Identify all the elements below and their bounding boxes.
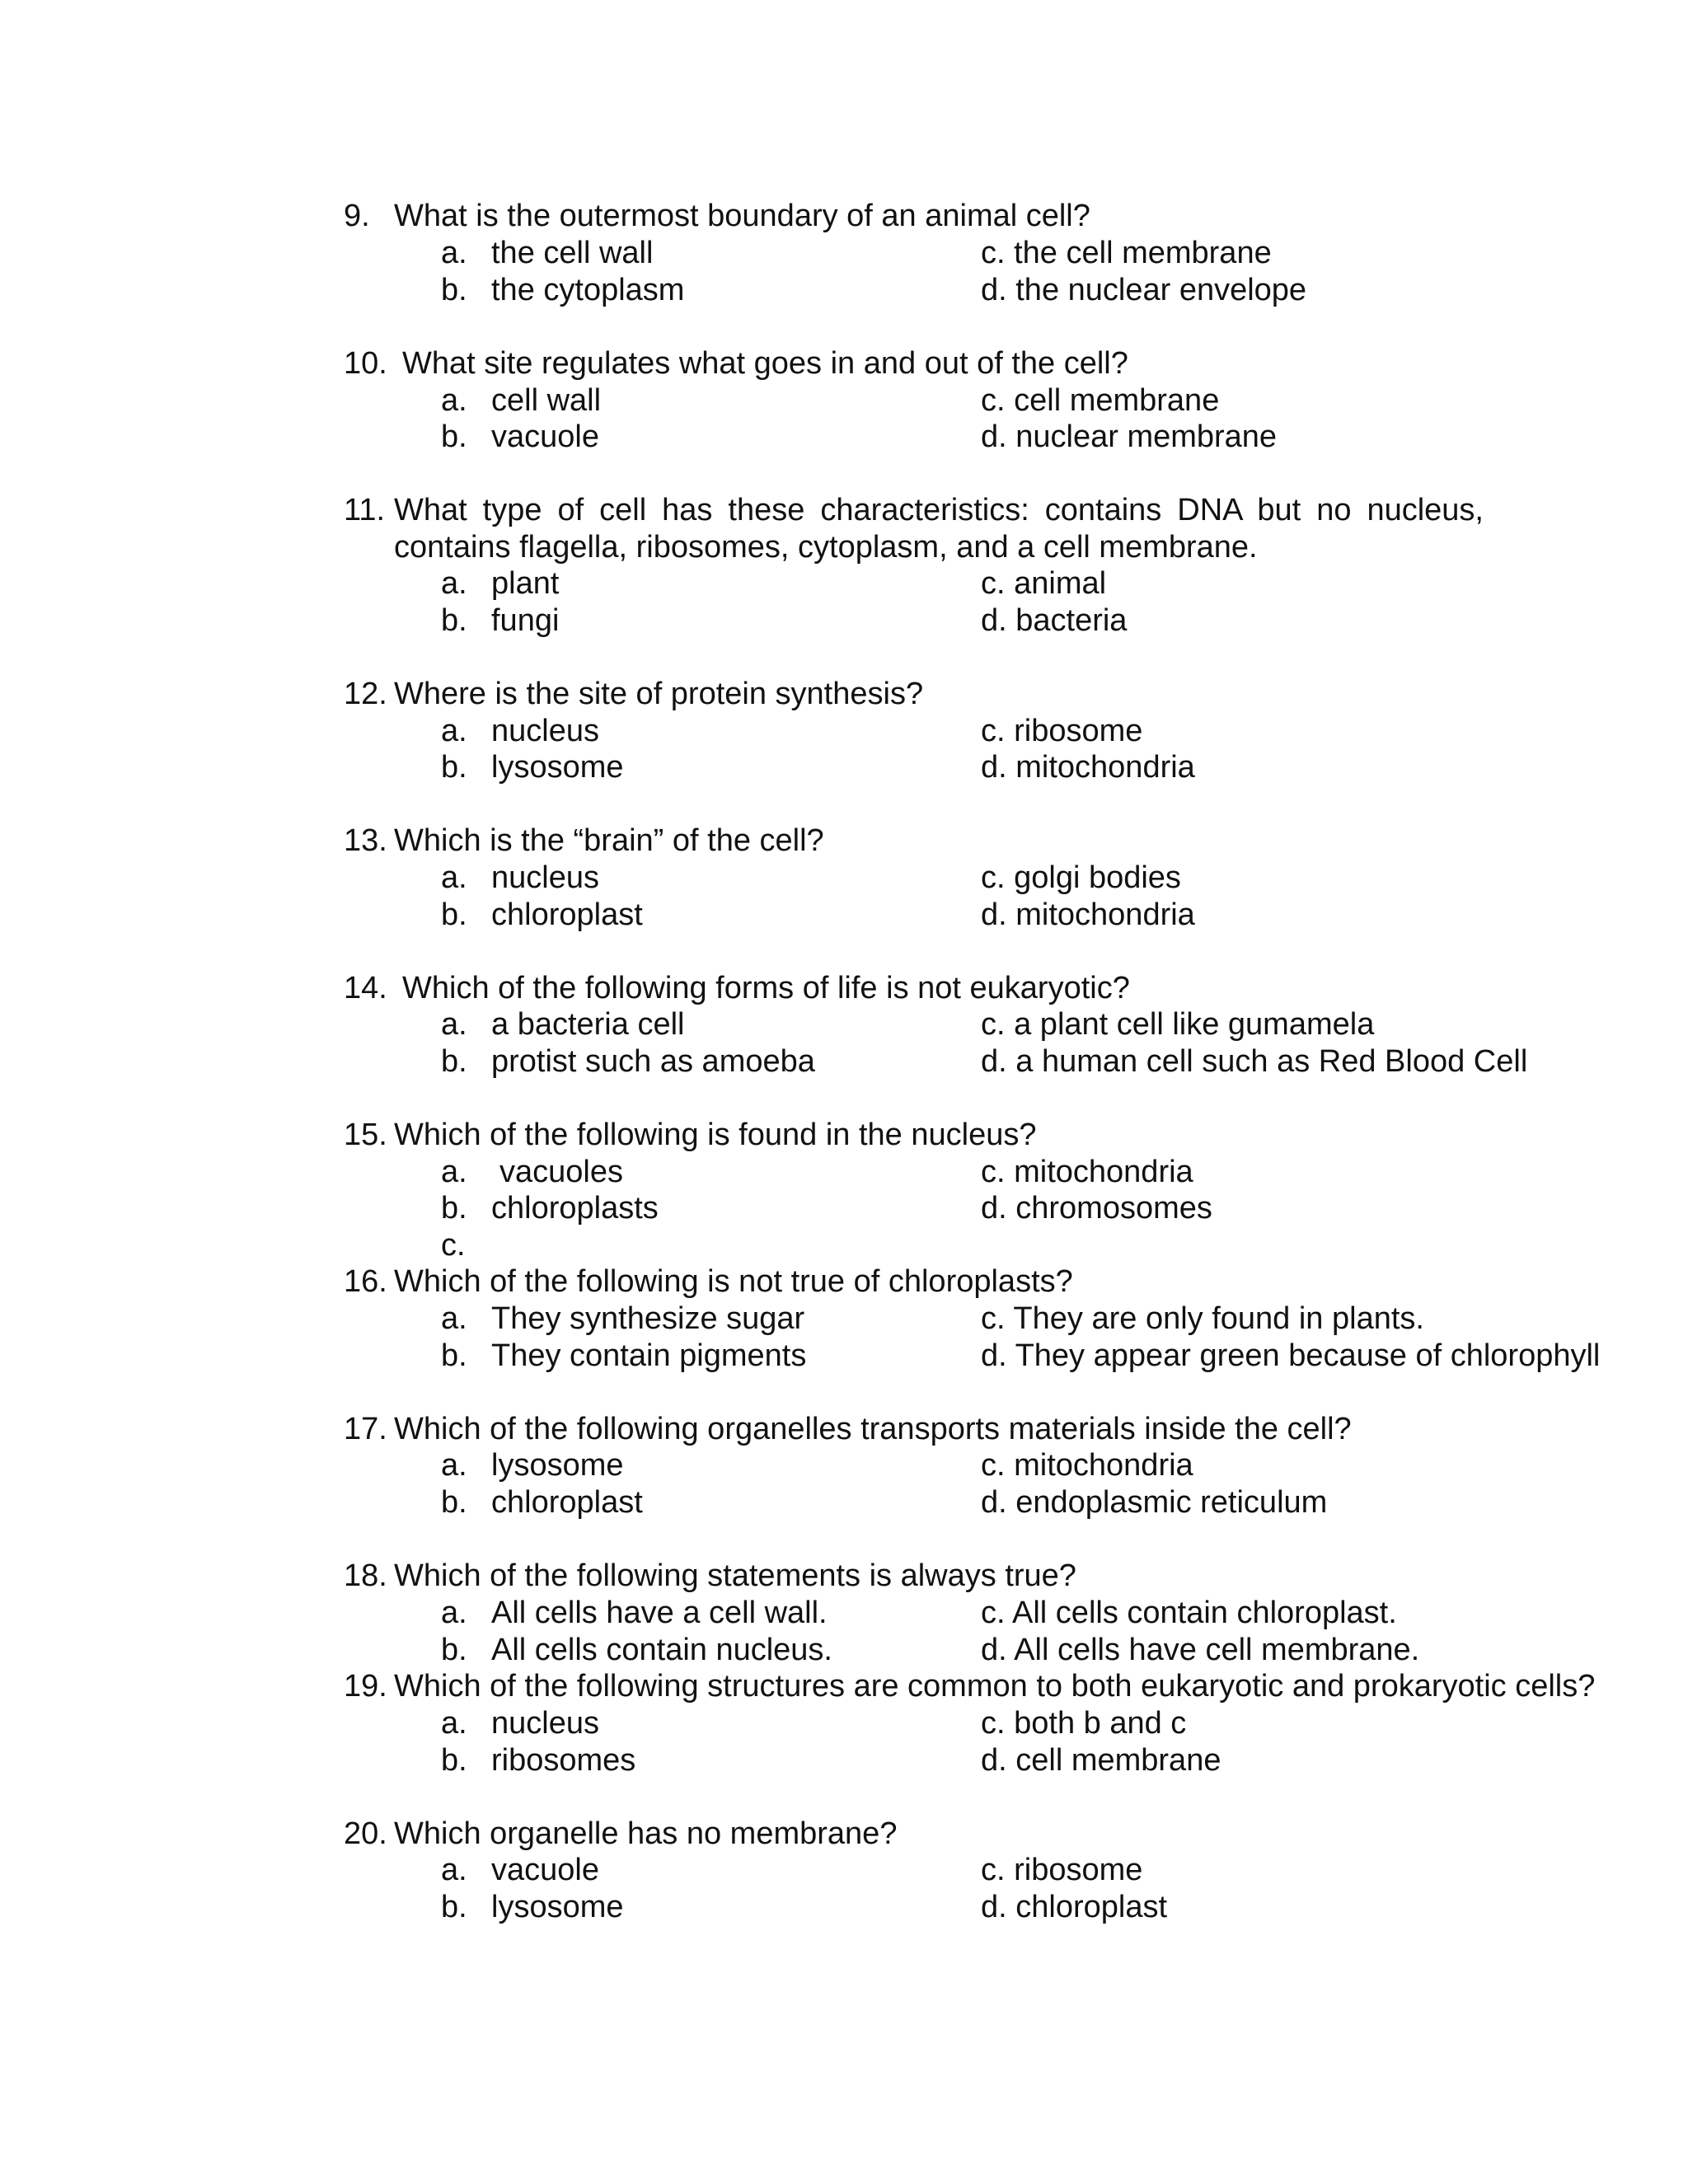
option-letter: b.: [441, 750, 467, 785]
option-b: vacuole: [491, 419, 599, 454]
option-letter: a.: [441, 236, 467, 270]
option-a: nucleus: [491, 714, 599, 748]
question-number: 15.: [344, 1118, 387, 1152]
option-letter: a.: [441, 1706, 467, 1741]
question-number: 11.: [344, 493, 386, 527]
option-letter: b.: [441, 1044, 467, 1079]
option-c: c. both b and c: [981, 1706, 1187, 1741]
option-a: vacuoles: [499, 1155, 623, 1189]
option-d: d. endoplasmic reticulum: [981, 1485, 1328, 1520]
option-letter: b.: [441, 1338, 467, 1373]
option-letter: a.: [441, 1596, 467, 1630]
option-b: chloroplast: [491, 1485, 643, 1520]
option-d: d. mitochondria: [981, 750, 1195, 785]
option-b: They contain pigments: [491, 1338, 807, 1373]
option-b: fungi: [491, 603, 560, 638]
option-c: c. ribosome: [981, 1853, 1143, 1887]
question-text: Which of the following is not true of chloroplasts?: [394, 1264, 1073, 1299]
option-letter: b.: [441, 1191, 467, 1226]
option-a: the cell wall: [491, 236, 654, 270]
option-d: d. All cells have cell membrane.: [981, 1633, 1420, 1667]
option-letter: a.: [441, 714, 467, 748]
question-number: 14.: [344, 971, 387, 1005]
option-d: d. the nuclear envelope: [981, 273, 1307, 307]
option-letter: b.: [441, 603, 467, 638]
question-text: What is the outermost boundary of an animal cell?: [394, 199, 1090, 233]
option-letter: a.: [441, 1155, 467, 1189]
option-letter: b.: [441, 273, 467, 307]
question-number: 18.: [344, 1558, 387, 1593]
option-letter: b.: [441, 1633, 467, 1667]
option-c: c. cell membrane: [981, 383, 1220, 418]
question-number: 9.: [344, 199, 370, 233]
option-letter: b.: [441, 1743, 467, 1778]
option-b: lysosome: [491, 1890, 624, 1924]
option-b: All cells contain nucleus.: [491, 1633, 832, 1667]
option-d: d. They appear green because of chlorophyll: [981, 1338, 1601, 1373]
question-text: What type of cell has these characteristics: contains DNA but no nucleus, contains flagella, ribosomes, cytoplasm, and a cell membrane.: [394, 493, 1484, 565]
option-letter: a.: [441, 860, 467, 895]
option-letter: a.: [441, 383, 467, 418]
option-c: c. All cells contain chloroplast.: [981, 1596, 1397, 1630]
question-text: Which of the following organelles transports materials inside the cell?: [394, 1412, 1352, 1446]
option-d: d. cell membrane: [981, 1743, 1221, 1778]
option-a: All cells have a cell wall.: [491, 1596, 828, 1630]
option-c: c. animal: [981, 566, 1107, 601]
option-c: c. They are only found in plants.: [981, 1301, 1424, 1336]
option-b: protist such as amoeba: [491, 1044, 815, 1079]
question-number: 19.: [344, 1669, 387, 1704]
question-text: What site regulates what goes in and out of the cell?: [402, 346, 1128, 381]
option-a: lysosome: [491, 1448, 624, 1483]
option-a: plant: [491, 566, 560, 601]
option-letter: b.: [441, 1890, 467, 1924]
question-number: 20.: [344, 1816, 387, 1851]
question-number: 17.: [344, 1412, 387, 1446]
option-b: chloroplast: [491, 898, 643, 932]
option-a: nucleus: [491, 860, 599, 895]
question-number: 12.: [344, 677, 387, 711]
question-number: 16.: [344, 1264, 387, 1299]
question-number: 10.: [344, 346, 387, 381]
option-a: They synthesize sugar: [491, 1301, 805, 1336]
option-letter: b.: [441, 898, 467, 932]
question-text: Which of the following is found in the nucleus?: [394, 1118, 1037, 1152]
option-letter: c.: [441, 1228, 466, 1263]
option-a: vacuole: [491, 1853, 599, 1887]
option-d: d. chloroplast: [981, 1890, 1168, 1924]
question-text: Which of the following forms of life is not eukaryotic?: [402, 971, 1130, 1005]
option-letter: b.: [441, 1485, 467, 1520]
option-letter: a.: [441, 1853, 467, 1887]
question-text: Which is the “brain” of the cell?: [394, 823, 824, 858]
option-b: the cytoplasm: [491, 273, 685, 307]
option-a: nucleus: [491, 1706, 599, 1741]
option-d: d. a human cell such as Red Blood Cell: [981, 1044, 1528, 1079]
option-letter: a.: [441, 1007, 467, 1042]
option-b: lysosome: [491, 750, 624, 785]
question-text: Which of the following statements is always true?: [394, 1558, 1076, 1593]
option-d: d. chromosomes: [981, 1191, 1212, 1226]
question-text: Which organelle has no membrane?: [394, 1816, 898, 1851]
option-c: c. the cell membrane: [981, 236, 1272, 270]
option-letter: a.: [441, 1448, 467, 1483]
option-b: chloroplasts: [491, 1191, 659, 1226]
question-text: Where is the site of protein synthesis?: [394, 677, 924, 711]
option-d: d. nuclear membrane: [981, 419, 1278, 454]
option-a: cell wall: [491, 383, 602, 418]
option-c: c. mitochondria: [981, 1155, 1193, 1189]
option-c: c. a plant cell like gumamela: [981, 1007, 1375, 1042]
option-a: a bacteria cell: [491, 1007, 685, 1042]
question-number: 13.: [344, 823, 387, 858]
option-d: d. mitochondria: [981, 898, 1195, 932]
option-letter: a.: [441, 566, 467, 601]
option-c: c. ribosome: [981, 714, 1143, 748]
option-c: c. mitochondria: [981, 1448, 1193, 1483]
option-d: d. bacteria: [981, 603, 1128, 638]
option-letter: a.: [441, 1301, 467, 1336]
option-b: ribosomes: [491, 1743, 636, 1778]
option-letter: b.: [441, 419, 467, 454]
option-c: c. golgi bodies: [981, 860, 1181, 895]
question-text: Which of the following structures are common to both eukaryotic and prokaryotic cells?: [394, 1669, 1596, 1704]
